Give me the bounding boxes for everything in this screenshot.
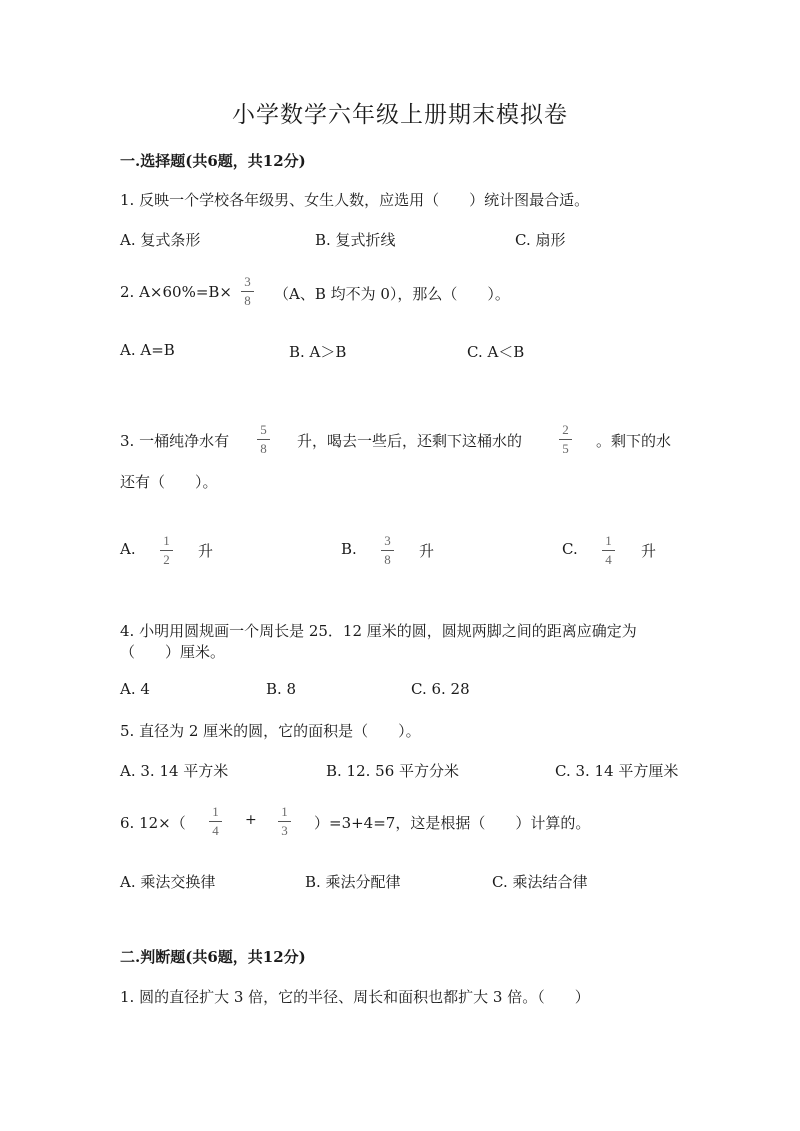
fraction-denominator: 5 (562, 441, 569, 456)
question-3-option-b-fraction (381, 533, 394, 568)
fraction-denominator: 8 (384, 552, 391, 567)
question-3-stem-start: 3. 一桶纯净水有 (120, 432, 230, 450)
question-3-stem-continued: 还有（ ）。 (120, 473, 218, 491)
fraction-numerator: 2 (562, 422, 569, 437)
fraction-denominator: 4 (212, 823, 219, 838)
question-3-stem-middle: 升，喝去一些后，还剩下这桶水的 (297, 432, 523, 450)
question-4-option-b: B. 8 (266, 680, 297, 698)
section-heading-choice: 一.选择题(共6题，共12分) (120, 152, 306, 170)
question-3-fraction-2 (559, 422, 572, 457)
fraction-bar (278, 821, 291, 822)
question-5-option-c: C. 3. 14 平方厘米 (555, 762, 679, 780)
question-3-option-b-unit: 升 (419, 542, 435, 560)
page-title: 小学数学六年级上册期末模拟卷 (232, 102, 568, 128)
question-3-option-a-fraction (160, 533, 173, 568)
question-6-stem-start: 6. 12×（ (120, 814, 186, 832)
question-4-stem-continued: （ ）厘米。 (120, 643, 226, 661)
question-2-stem-end: （A、B 均不为 0），那么（ ）。 (274, 285, 510, 303)
question-6-option-b: B. 乘法分配律 (305, 873, 401, 891)
question-1-stem: 1. 反映一个学校各年级男、女生人数，应选用（ ）统计图最合适。 (120, 191, 590, 209)
fraction-numerator: 3 (244, 274, 251, 289)
question-4-option-a: A. 4 (120, 680, 150, 698)
question-5-option-b: B. 12. 56 平方分米 (326, 762, 460, 780)
fraction-denominator: 2 (163, 552, 170, 567)
fraction-bar (160, 550, 173, 551)
question-3-option-a-unit: 升 (198, 542, 214, 560)
fraction-numerator: 1 (212, 804, 219, 819)
question-3-fraction-1 (257, 422, 270, 457)
fraction-denominator: 3 (281, 823, 288, 838)
fraction-bar (602, 550, 615, 551)
question-3-stem-end: 。剩下的水 (596, 432, 672, 450)
question-6-fraction-1 (209, 804, 222, 839)
question-1-option-b: B. 复式折线 (315, 231, 396, 249)
question-6-fraction-2 (278, 804, 291, 839)
question-3-option-a-label: A. (120, 540, 136, 558)
judgment-1-stem: 1. 圆的直径扩大 3 倍，它的半径、周长和面积也都扩大 3 倍。（ ） (120, 988, 590, 1006)
fraction-bar (559, 439, 572, 440)
fraction-bar (381, 550, 394, 551)
question-2-option-b: B. A＞B (289, 343, 347, 361)
fraction-numerator: 5 (260, 422, 267, 437)
section-heading-judgment: 二.判断题(共6题，共12分) (120, 948, 306, 966)
question-5-stem: 5. 直径为 2 厘米的圆，它的面积是（ ）。 (120, 722, 421, 740)
question-3-option-c-label: C. (562, 540, 578, 558)
question-6-stem-end: ）=3+4=7，这是根据（ ）计算的。 (314, 814, 591, 832)
fraction-denominator: 8 (260, 441, 267, 456)
question-2-option-c: C. A＜B (467, 343, 525, 361)
question-5-option-a: A. 3. 14 平方米 (120, 762, 229, 780)
fraction-denominator: 4 (605, 552, 612, 567)
question-6-option-a: A. 乘法交换律 (120, 873, 216, 891)
question-2-option-a: A. A=B (120, 341, 175, 359)
question-6-option-c: C. 乘法结合律 (492, 873, 588, 891)
question-3-option-c-unit: 升 (641, 542, 657, 560)
fraction-numerator: 1 (605, 533, 612, 548)
fraction-denominator: 8 (244, 293, 251, 308)
question-1-option-c: C. 扇形 (515, 231, 566, 249)
question-2-stem-start: 2. A×60%=B× (120, 283, 232, 301)
fraction-bar (241, 291, 254, 292)
question-3-option-c-fraction (602, 533, 615, 568)
fraction-numerator: 1 (281, 804, 288, 819)
fraction-numerator: 3 (384, 533, 391, 548)
fraction-numerator: 1 (163, 533, 170, 548)
plus-sign: + (245, 812, 257, 828)
question-2-fraction (241, 274, 254, 309)
question-4-stem: 4. 小明用圆规画一个周长是 25．12 厘米的圆，圆规两脚之间的距离应确定为 (120, 622, 637, 640)
question-1-option-a: A. 复式条形 (120, 231, 201, 249)
fraction-bar (257, 439, 270, 440)
fraction-bar (209, 821, 222, 822)
question-4-option-c: C. 6. 28 (411, 680, 470, 698)
question-3-option-b-label: B. (341, 540, 357, 558)
